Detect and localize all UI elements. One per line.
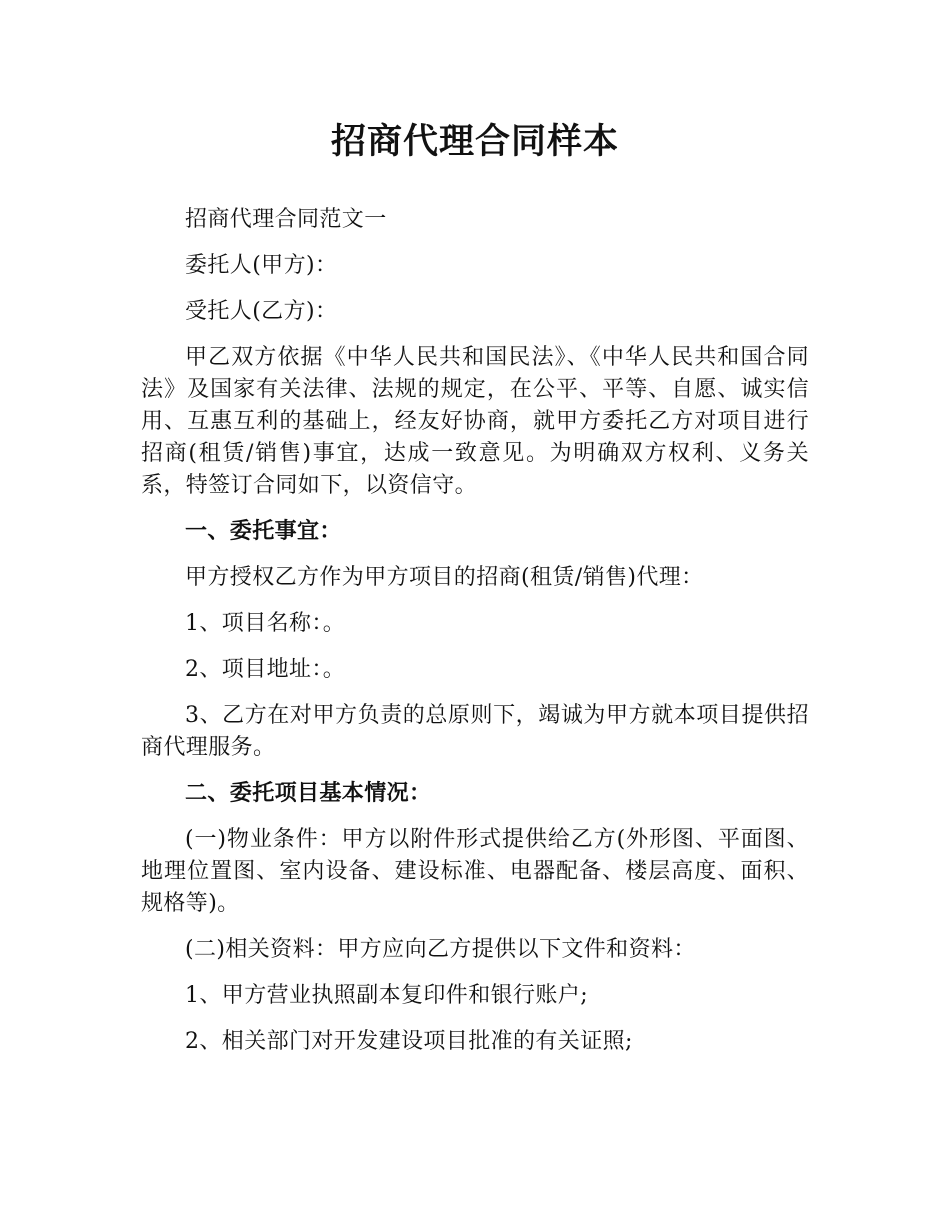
document-title: 招商代理合同样本 <box>330 122 619 162</box>
paragraph-preamble: 甲乙双方依据《中华人民共和国民法》、《中华人民共和国合同法》及国家有关法律、法规的规定，在公平、平等、自愿、诚实信用、互惠互利的基础上，经友好协商，就甲方委托乙方对项目进行招商(租赁/销售)事宜，达成一致意见。为明确双方权利、义务关系，特签订合同如下，以资信守。 <box>141 345 809 498</box>
paragraph-party-b: 受托人(乙方)： <box>185 299 338 324</box>
paragraph-project-name: 1、项目名称：。 <box>185 611 346 636</box>
paragraph-related-materials: (二)相关资料：甲方应向乙方提供以下文件和资料： <box>185 937 696 962</box>
section-heading-project-info: 二、委托项目基本情况： <box>185 781 432 806</box>
paragraph-service: 3、乙方在对甲方负责的总原则下，竭诚为甲方就本项目提供招商代理服务。 <box>141 703 809 760</box>
paragraph-property-conditions: (一)物业条件：甲方以附件形式提供给乙方(外形图、平面图、地理位置图、室内设备、建设标准、电器配备、楼层高度、面积、规格等)。 <box>141 827 809 916</box>
paragraph-contract-heading: 招商代理合同范文一 <box>185 207 387 232</box>
paragraph-business-license: 1、甲方营业执照副本复印件和银行账户; <box>185 983 589 1008</box>
paragraph-authorization: 甲方授权乙方作为甲方项目的招商(租赁/销售)代理： <box>185 565 704 590</box>
document-body <box>141 112 809 1058</box>
paragraph-party-a: 委托人(甲方)： <box>185 253 338 278</box>
section-heading-entrustment: 一、委托事宜： <box>185 519 342 544</box>
paragraph-permits: 2、相关部门对开发建设项目批准的有关证照; <box>185 1029 633 1054</box>
paragraph-project-address: 2、项目地址：。 <box>185 657 346 682</box>
